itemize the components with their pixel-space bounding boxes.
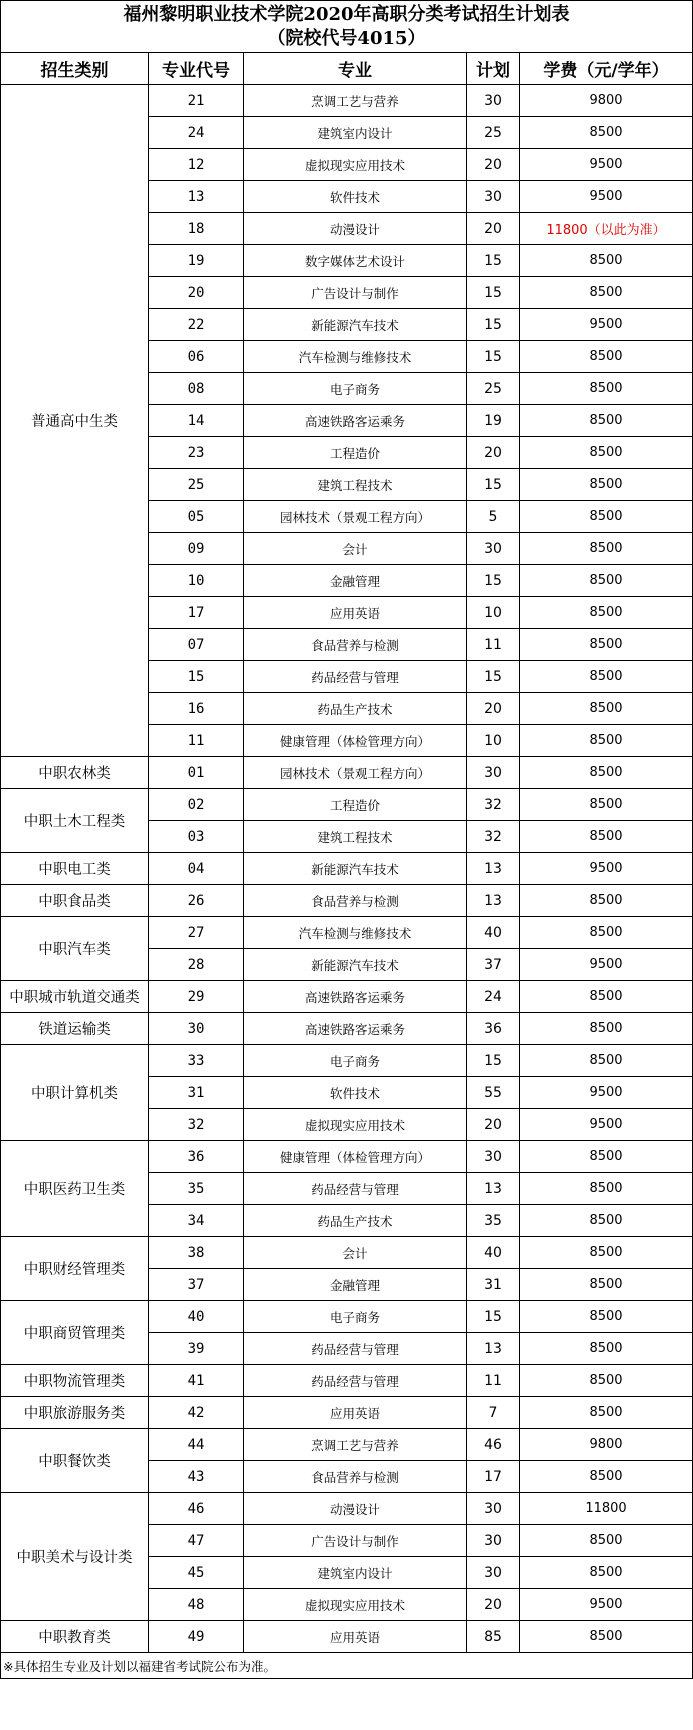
code-cell: 37 [149, 1269, 244, 1301]
category-cell: 中职城市轨道交通类 [1, 981, 149, 1013]
major-cell: 烹调工艺与营养 [244, 85, 467, 117]
code-cell: 02 [149, 789, 244, 821]
major-cell: 建筑室内设计 [244, 117, 467, 149]
code-cell: 22 [149, 309, 244, 341]
code-cell: 12 [149, 149, 244, 181]
fee-cell: 8500 [520, 565, 693, 597]
fee-cell: 8500 [520, 117, 693, 149]
major-cell: 电子商务 [244, 373, 467, 405]
major-cell: 工程造价 [244, 437, 467, 469]
code-cell: 47 [149, 1525, 244, 1557]
plan-cell: 30 [467, 85, 520, 117]
fee-cell: 8500 [520, 917, 693, 949]
plan-cell: 15 [467, 277, 520, 309]
fee-cell: 8500 [520, 533, 693, 565]
major-cell: 广告设计与制作 [244, 277, 467, 309]
fee-cell: 8500 [520, 1013, 693, 1045]
code-cell: 10 [149, 565, 244, 597]
major-cell: 会计 [244, 533, 467, 565]
plan-cell: 30 [467, 181, 520, 213]
footnote: ※具体招生专业及计划以福建省考试院公布为准。 [1, 1653, 693, 1679]
fee-cell: 9500 [520, 181, 693, 213]
header-row [1, 53, 693, 85]
category-cell: 普通高中生类 [1, 85, 149, 757]
code-cell: 05 [149, 501, 244, 533]
plan-cell: 32 [467, 789, 520, 821]
code-cell: 15 [149, 661, 244, 693]
fee-cell: 9500 [520, 949, 693, 981]
fee-cell: 8500 [520, 789, 693, 821]
plan-cell: 30 [467, 1525, 520, 1557]
major-cell: 软件技术 [244, 1077, 467, 1109]
code-cell: 17 [149, 597, 244, 629]
major-cell: 食品营养与检测 [244, 629, 467, 661]
code-cell: 45 [149, 1557, 244, 1589]
plan-cell: 13 [467, 1333, 520, 1365]
plan-cell: 36 [467, 1013, 520, 1045]
code-cell: 24 [149, 117, 244, 149]
fee-cell: 11800（以此为准） [520, 213, 693, 245]
plan-cell: 30 [467, 533, 520, 565]
fee-cell: 8500 [520, 1269, 693, 1301]
category-cell: 中职物流管理类 [1, 1365, 149, 1397]
major-cell: 应用英语 [244, 1621, 467, 1653]
fee-cell: 8500 [520, 1525, 693, 1557]
table-row [1, 1301, 693, 1333]
plan-cell: 15 [467, 565, 520, 597]
plan-cell: 32 [467, 821, 520, 853]
major-cell: 健康管理（体检管理方向） [244, 1141, 467, 1173]
major-cell: 食品营养与检测 [244, 885, 467, 917]
code-cell: 36 [149, 1141, 244, 1173]
table-row [1, 1621, 693, 1653]
header-major: 专业 [244, 53, 467, 85]
fee-cell: 8500 [520, 821, 693, 853]
major-cell: 园林技术（景观工程方向） [244, 757, 467, 789]
fee-cell: 8500 [520, 1461, 693, 1493]
major-cell: 电子商务 [244, 1045, 467, 1077]
plan-cell: 15 [467, 245, 520, 277]
fee-cell: 8500 [520, 1141, 693, 1173]
fee-cell: 8500 [520, 245, 693, 277]
category-cell: 中职食品类 [1, 885, 149, 917]
table-row [1, 1045, 693, 1077]
category-cell: 中职电工类 [1, 853, 149, 885]
plan-cell: 20 [467, 213, 520, 245]
table-row [1, 757, 693, 789]
major-cell: 药品生产技术 [244, 1205, 467, 1237]
table-title [1, 1, 693, 53]
category-cell: 中职财经管理类 [1, 1237, 149, 1301]
code-cell: 11 [149, 725, 244, 757]
fee-cell: 8500 [520, 277, 693, 309]
fee-cell: 8500 [520, 1205, 693, 1237]
code-cell: 09 [149, 533, 244, 565]
plan-cell: 20 [467, 149, 520, 181]
major-cell: 应用英语 [244, 1397, 467, 1429]
code-cell: 26 [149, 885, 244, 917]
fee-cell: 8500 [520, 1397, 693, 1429]
major-cell: 虚拟现实应用技术 [244, 149, 467, 181]
code-cell: 03 [149, 821, 244, 853]
table-row [1, 85, 693, 117]
fee-cell: 9500 [520, 1589, 693, 1621]
major-cell: 会计 [244, 1237, 467, 1269]
major-cell: 数字媒体艺术设计 [244, 245, 467, 277]
code-cell: 27 [149, 917, 244, 949]
plan-cell: 25 [467, 373, 520, 405]
code-cell: 30 [149, 1013, 244, 1045]
major-cell: 药品经营与管理 [244, 1333, 467, 1365]
major-cell: 新能源汽车技术 [244, 949, 467, 981]
major-cell: 动漫设计 [244, 1493, 467, 1525]
major-cell: 建筑室内设计 [244, 1557, 467, 1589]
fee-cell: 8500 [520, 373, 693, 405]
plan-cell: 30 [467, 1141, 520, 1173]
code-cell: 19 [149, 245, 244, 277]
plan-cell: 13 [467, 885, 520, 917]
plan-cell: 15 [467, 309, 520, 341]
table-row [1, 853, 693, 885]
major-cell: 健康管理（体检管理方向） [244, 725, 467, 757]
major-cell: 建筑工程技术 [244, 821, 467, 853]
major-cell: 汽车检测与维修技术 [244, 917, 467, 949]
fee-cell: 8500 [520, 629, 693, 661]
major-cell: 高速铁路客运乘务 [244, 1013, 467, 1045]
code-cell: 25 [149, 469, 244, 501]
code-cell: 08 [149, 373, 244, 405]
table-row [1, 917, 693, 949]
code-cell: 33 [149, 1045, 244, 1077]
plan-cell: 55 [467, 1077, 520, 1109]
major-cell: 应用英语 [244, 597, 467, 629]
plan-cell: 37 [467, 949, 520, 981]
code-cell: 28 [149, 949, 244, 981]
category-cell: 中职汽车类 [1, 917, 149, 981]
major-cell: 广告设计与制作 [244, 1525, 467, 1557]
plan-cell: 15 [467, 661, 520, 693]
major-cell: 金融管理 [244, 565, 467, 597]
plan-cell: 30 [467, 757, 520, 789]
code-cell: 16 [149, 693, 244, 725]
plan-cell: 15 [467, 341, 520, 373]
plan-cell: 30 [467, 1557, 520, 1589]
code-cell: 48 [149, 1589, 244, 1621]
category-cell: 中职教育类 [1, 1621, 149, 1653]
fee-cell: 8500 [520, 981, 693, 1013]
fee-cell: 8500 [520, 1045, 693, 1077]
fee-cell: 11800 [520, 1493, 693, 1525]
table-row [1, 1429, 693, 1461]
code-cell: 31 [149, 1077, 244, 1109]
code-cell: 38 [149, 1237, 244, 1269]
major-cell: 汽车检测与维修技术 [244, 341, 467, 373]
fee-cell: 8500 [520, 661, 693, 693]
table-row [1, 789, 693, 821]
fee-cell: 8500 [520, 1173, 693, 1205]
category-cell: 中职计算机类 [1, 1045, 149, 1141]
plan-cell: 20 [467, 437, 520, 469]
plan-cell: 11 [467, 629, 520, 661]
table-row [1, 885, 693, 917]
fee-cell: 8500 [520, 757, 693, 789]
fee-cell: 9500 [520, 853, 693, 885]
major-cell: 工程造价 [244, 789, 467, 821]
code-cell: 34 [149, 1205, 244, 1237]
category-cell: 中职农林类 [1, 757, 149, 789]
table-row [1, 1493, 693, 1525]
code-cell: 44 [149, 1429, 244, 1461]
plan-cell: 25 [467, 117, 520, 149]
major-cell: 建筑工程技术 [244, 469, 467, 501]
major-cell: 食品营养与检测 [244, 1461, 467, 1493]
plan-cell: 10 [467, 597, 520, 629]
plan-cell: 35 [467, 1205, 520, 1237]
fee-cell: 8500 [520, 693, 693, 725]
title-line-2: （院校代号4015） [267, 27, 426, 49]
table-row [1, 1141, 693, 1173]
fee-cell: 9800 [520, 85, 693, 117]
fee-cell: 8500 [520, 1333, 693, 1365]
major-cell: 烹调工艺与营养 [244, 1429, 467, 1461]
plan-cell: 40 [467, 1237, 520, 1269]
major-cell: 新能源汽车技术 [244, 853, 467, 885]
category-cell: 铁道运输类 [1, 1013, 149, 1045]
plan-cell: 19 [467, 405, 520, 437]
code-cell: 20 [149, 277, 244, 309]
fee-cell: 8500 [520, 1621, 693, 1653]
fee-cell: 8500 [520, 885, 693, 917]
category-cell: 中职医药卫生类 [1, 1141, 149, 1237]
plan-cell: 15 [467, 1045, 520, 1077]
code-cell: 13 [149, 181, 244, 213]
code-cell: 07 [149, 629, 244, 661]
code-cell: 49 [149, 1621, 244, 1653]
table-row [1, 981, 693, 1013]
code-cell: 35 [149, 1173, 244, 1205]
plan-cell: 17 [467, 1461, 520, 1493]
code-cell: 46 [149, 1493, 244, 1525]
plan-cell: 85 [467, 1621, 520, 1653]
fee-cell: 8500 [520, 1237, 693, 1269]
code-cell: 32 [149, 1109, 244, 1141]
plan-cell: 31 [467, 1269, 520, 1301]
code-cell: 06 [149, 341, 244, 373]
plan-cell: 20 [467, 1589, 520, 1621]
header-plan: 计划 [467, 53, 520, 85]
code-cell: 04 [149, 853, 244, 885]
table-row [1, 1237, 693, 1269]
major-cell: 新能源汽车技术 [244, 309, 467, 341]
plan-cell: 15 [467, 1301, 520, 1333]
table-body [1, 85, 693, 1653]
category-cell: 中职美术与设计类 [1, 1493, 149, 1621]
plan-cell: 40 [467, 917, 520, 949]
code-cell: 29 [149, 981, 244, 1013]
major-cell: 药品经营与管理 [244, 1365, 467, 1397]
major-cell: 金融管理 [244, 1269, 467, 1301]
code-cell: 18 [149, 213, 244, 245]
category-cell: 中职旅游服务类 [1, 1397, 149, 1429]
fee-cell: 9500 [520, 1077, 693, 1109]
plan-cell: 7 [467, 1397, 520, 1429]
category-cell: 中职土木工程类 [1, 789, 149, 853]
major-cell: 虚拟现实应用技术 [244, 1109, 467, 1141]
fee-cell: 8500 [520, 597, 693, 629]
plan-cell: 5 [467, 501, 520, 533]
fee-cell: 8500 [520, 501, 693, 533]
code-cell: 14 [149, 405, 244, 437]
major-cell: 动漫设计 [244, 213, 467, 245]
header-fee: 学费（元/学年） [520, 53, 693, 85]
fee-cell: 9500 [520, 149, 693, 181]
plan-cell: 46 [467, 1429, 520, 1461]
fee-cell: 9800 [520, 1429, 693, 1461]
fee-cell: 8500 [520, 725, 693, 757]
fee-cell: 8500 [520, 1365, 693, 1397]
code-cell: 43 [149, 1461, 244, 1493]
plan-cell: 15 [467, 469, 520, 501]
major-cell: 药品经营与管理 [244, 1173, 467, 1205]
code-cell: 41 [149, 1365, 244, 1397]
code-cell: 40 [149, 1301, 244, 1333]
code-cell: 23 [149, 437, 244, 469]
major-cell: 高速铁路客运乘务 [244, 405, 467, 437]
major-cell: 园林技术（景观工程方向） [244, 501, 467, 533]
plan-cell: 13 [467, 1173, 520, 1205]
table-row [1, 1397, 693, 1429]
fee-cell: 8500 [520, 469, 693, 501]
plan-cell: 10 [467, 725, 520, 757]
fee-cell: 8500 [520, 437, 693, 469]
title-line-1: 福州黎明职业技术学院2020年高职分类考试招生计划表 [123, 3, 570, 25]
plan-cell: 11 [467, 1365, 520, 1397]
code-cell: 39 [149, 1333, 244, 1365]
code-cell: 01 [149, 757, 244, 789]
category-cell: 中职餐饮类 [1, 1429, 149, 1493]
plan-cell: 30 [467, 1493, 520, 1525]
header-code: 专业代号 [149, 53, 244, 85]
table-row [1, 1013, 693, 1045]
plan-cell: 20 [467, 1109, 520, 1141]
code-cell: 42 [149, 1397, 244, 1429]
fee-cell: 8500 [520, 341, 693, 373]
fee-cell: 9500 [520, 1109, 693, 1141]
major-cell: 药品生产技术 [244, 693, 467, 725]
fee-cell: 8500 [520, 1301, 693, 1333]
major-cell: 高速铁路客运乘务 [244, 981, 467, 1013]
major-cell: 电子商务 [244, 1301, 467, 1333]
plan-cell: 24 [467, 981, 520, 1013]
plan-cell: 13 [467, 853, 520, 885]
major-cell: 药品经营与管理 [244, 661, 467, 693]
category-cell: 中职商贸管理类 [1, 1301, 149, 1365]
fee-cell: 8500 [520, 405, 693, 437]
code-cell: 21 [149, 85, 244, 117]
fee-cell: 8500 [520, 1557, 693, 1589]
fee-cell: 9500 [520, 309, 693, 341]
table-row [1, 1365, 693, 1397]
major-cell: 软件技术 [244, 181, 467, 213]
header-category: 招生类别 [1, 53, 149, 85]
plan-cell: 20 [467, 693, 520, 725]
major-cell: 虚拟现实应用技术 [244, 1589, 467, 1621]
